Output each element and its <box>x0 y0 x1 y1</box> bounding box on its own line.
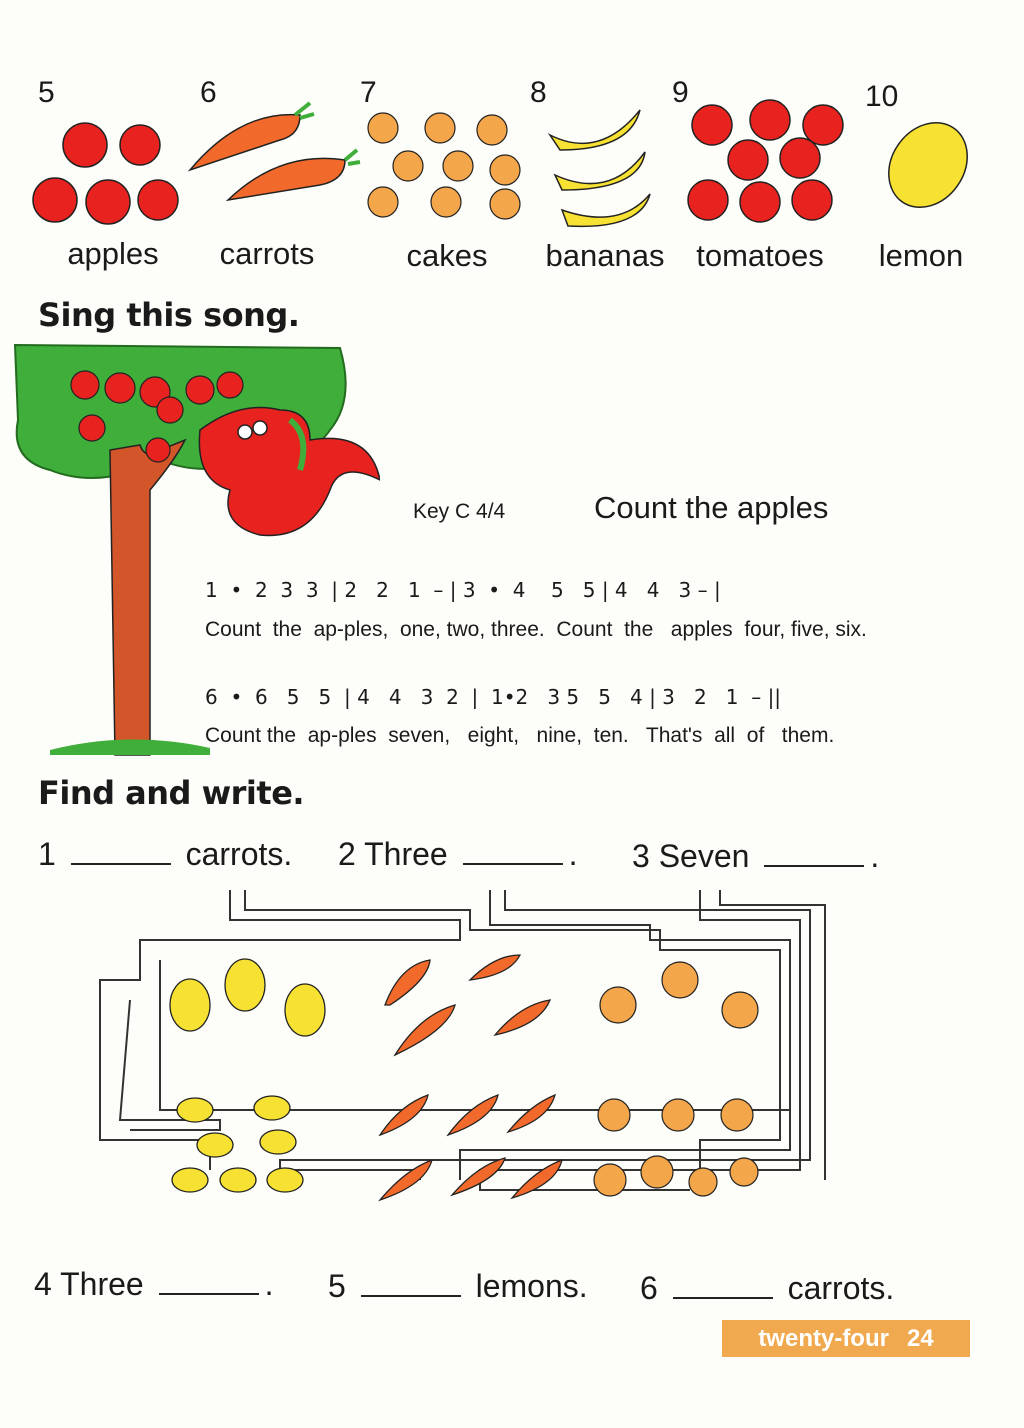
question-2 <box>338 836 577 873</box>
maze-lemons <box>170 959 325 1192</box>
question-punct: . <box>870 838 880 874</box>
song-title: Count the apples <box>594 490 829 525</box>
question-number: 3 <box>632 838 650 874</box>
answer-blank[interactable] <box>71 839 171 865</box>
question-number: 1 <box>38 836 56 872</box>
word-apples: apples <box>67 236 159 271</box>
answer-blank[interactable] <box>764 841 864 867</box>
answer-blank[interactable] <box>159 1269 259 1295</box>
grass <box>50 739 210 755</box>
song-notes-line-2: 6 • 6 5 5 | 4 4 3 2 | 1•2 3 5 5 4 | 3 2 1 – || <box>205 685 782 709</box>
question-punct: . <box>264 1266 274 1302</box>
carrots-illustration <box>190 103 360 200</box>
question-text: lemons. <box>475 1268 588 1304</box>
number-9: 9 <box>672 76 689 109</box>
question-number: 4 <box>34 1266 52 1302</box>
question-number: 6 <box>640 1270 658 1306</box>
answer-blank[interactable] <box>361 1271 461 1297</box>
dinosaur <box>199 408 380 536</box>
question-6 <box>640 1270 894 1307</box>
sing-heading: Sing this song. <box>38 296 300 334</box>
page-number: 24 <box>906 1324 934 1352</box>
song-key: Key C 4/4 <box>413 500 506 523</box>
question-5 <box>328 1268 588 1305</box>
maze-carrots <box>380 955 562 1200</box>
number-5: 5 <box>38 76 55 109</box>
question-1 <box>38 836 292 873</box>
answer-blank[interactable] <box>673 1273 773 1299</box>
question-number: 5 <box>328 1268 346 1304</box>
page-footer <box>722 1320 970 1357</box>
tree-trunk <box>110 440 185 755</box>
word-tomatoes: tomatoes <box>696 238 824 273</box>
song-notes-line-1: 1 • 2 3 3 | 2 2 1 – | 3 • 4 5 5 | 4 4 3 – | <box>205 578 721 602</box>
question-text: Three <box>364 836 448 872</box>
question-text: Seven <box>658 838 750 874</box>
question-3 <box>632 838 879 875</box>
word-lemon: lemon <box>878 238 964 273</box>
cakes-illustration <box>368 113 520 219</box>
question-text: carrots. <box>787 1270 895 1306</box>
word-cakes: cakes <box>406 238 488 273</box>
fruit-illustrations <box>0 90 1024 240</box>
number-7: 7 <box>360 76 377 109</box>
lemon-illustration <box>873 107 984 222</box>
apples-illustration <box>33 123 178 224</box>
maze-illustration <box>0 880 1024 1270</box>
number-6: 6 <box>200 76 217 109</box>
page-number-word: twenty-four <box>758 1324 889 1352</box>
word-bananas: bananas <box>545 238 665 273</box>
bananas-illustration <box>550 110 650 226</box>
number-10: 10 <box>865 80 899 113</box>
answer-blank[interactable] <box>463 839 563 865</box>
question-punct: . <box>568 836 578 872</box>
question-text: Three <box>60 1266 144 1302</box>
find-heading: Find and write. <box>38 774 305 812</box>
number-8: 8 <box>530 76 547 109</box>
question-number: 2 <box>338 836 356 872</box>
song-lyrics-line-2: Count the ap-ples seven, eight, nine, ten. That's all of them. <box>205 724 835 747</box>
question-4 <box>34 1266 273 1303</box>
song-lyrics-line-1: Count the ap-ples, one, two, three. Count the apples four, five, six. <box>205 618 867 641</box>
word-carrots: carrots <box>219 236 315 271</box>
tomatoes-illustration <box>688 100 843 222</box>
question-text: carrots. <box>185 836 293 872</box>
